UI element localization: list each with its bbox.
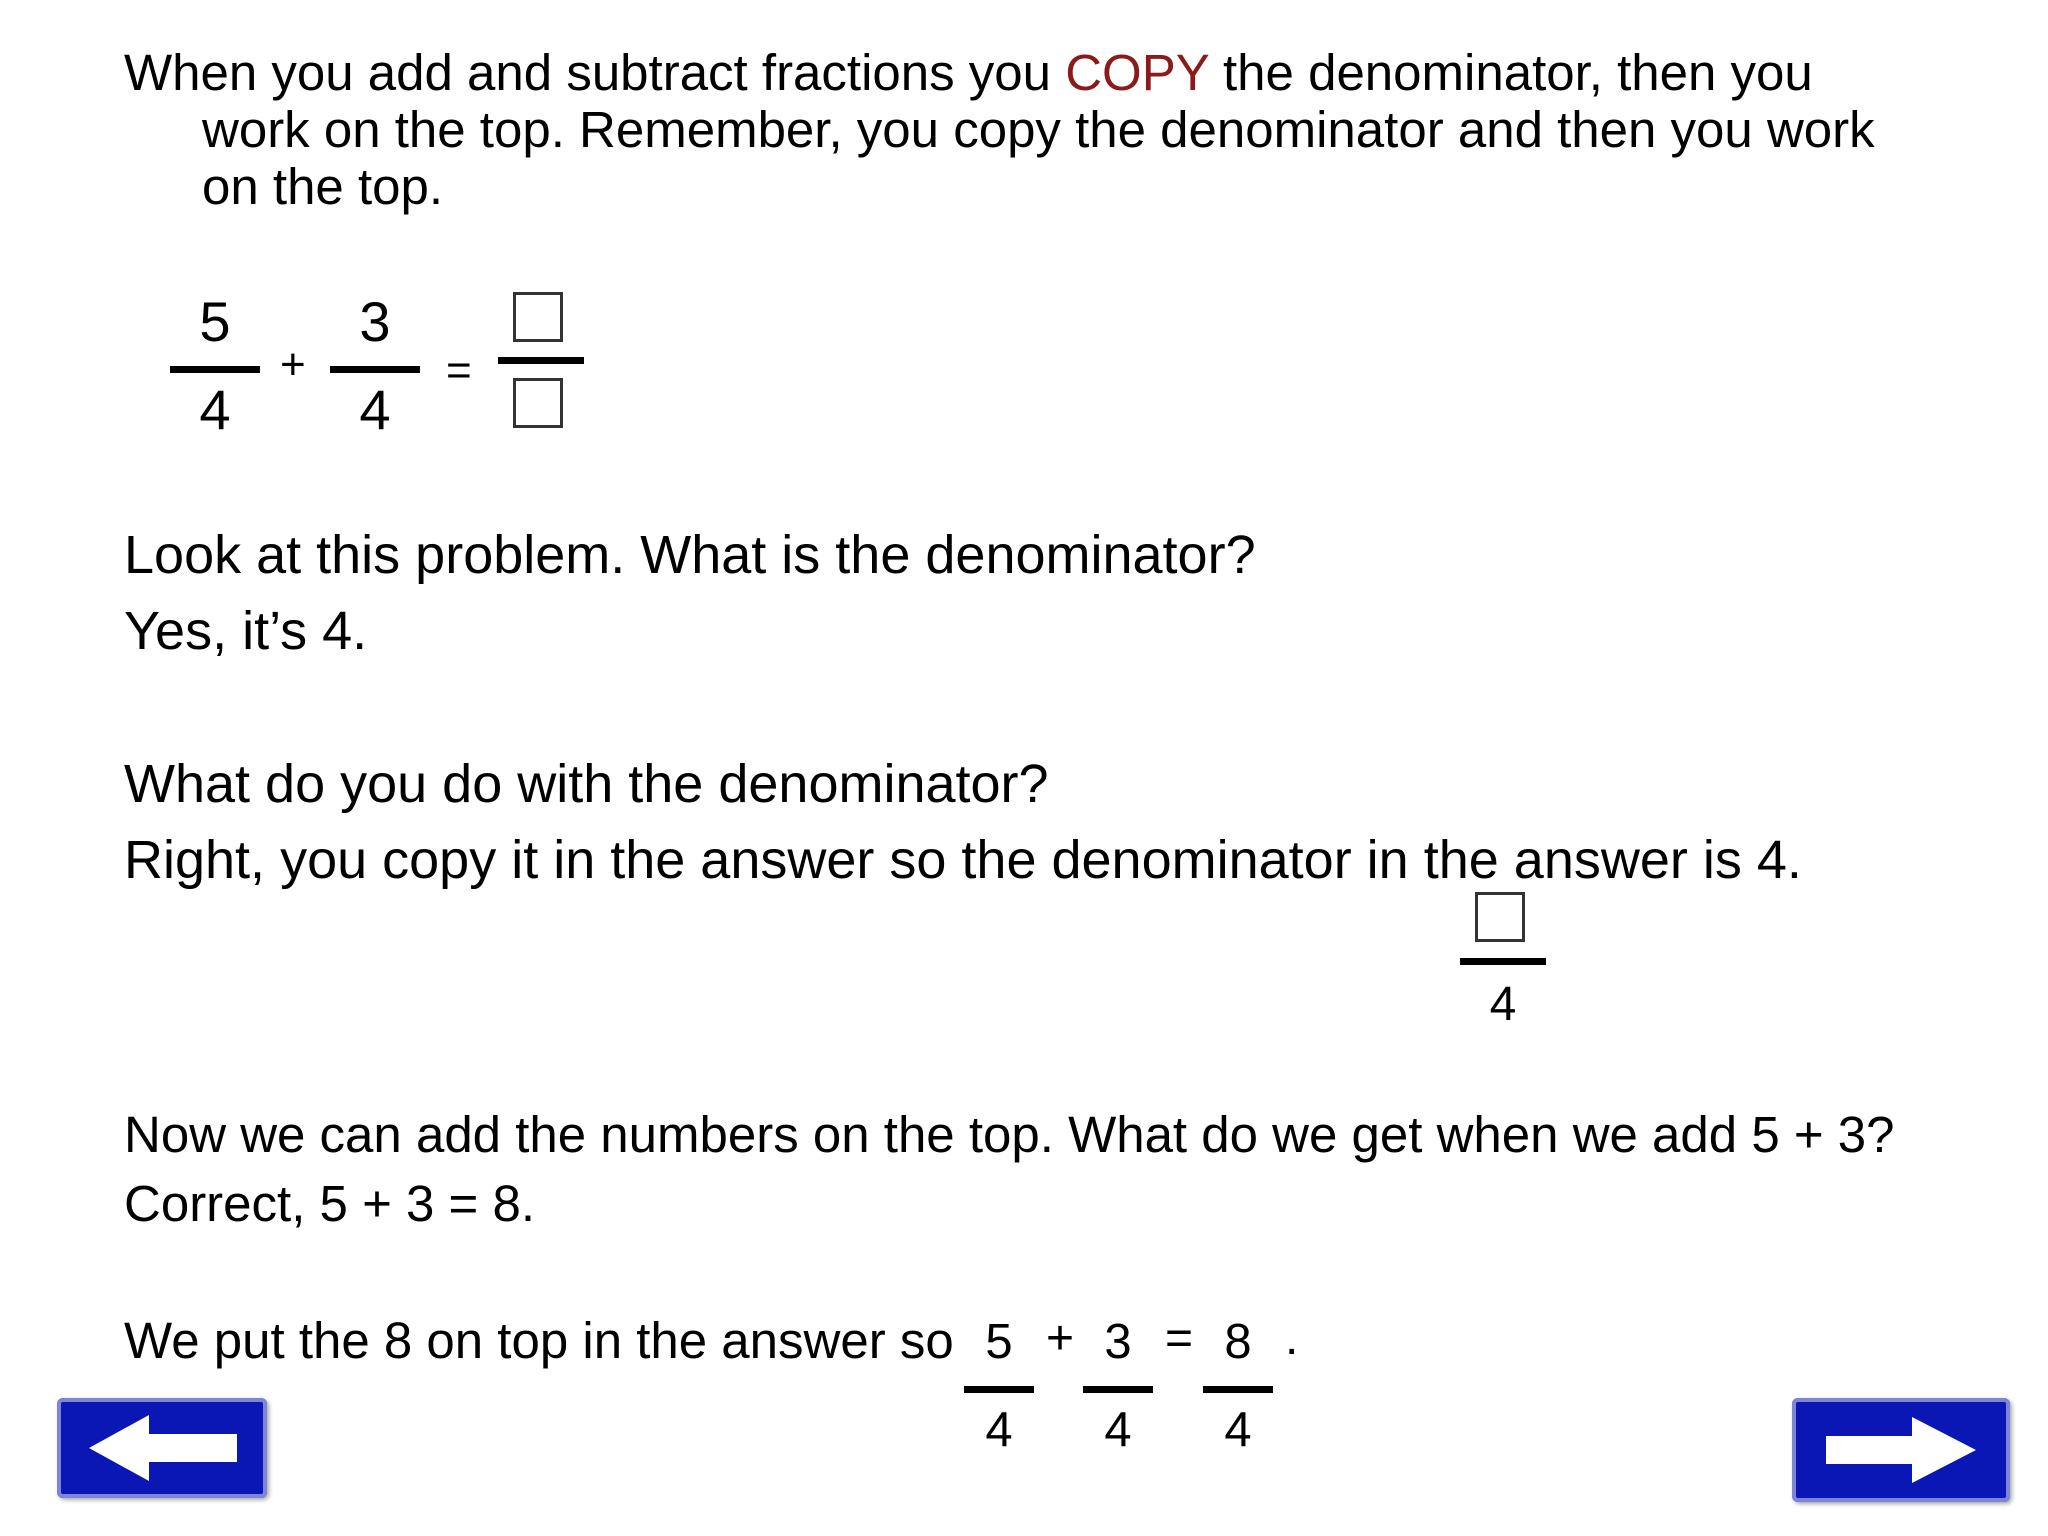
denominator: 4 [1224,1403,1252,1457]
numerator: 3 [1104,1315,1132,1369]
final-sentence: We put the 8 on top in the answer so [124,1312,954,1369]
empty-numerator-box [1475,892,1525,942]
fraction-bar [1203,1386,1273,1393]
answer-numerator-box [513,292,563,342]
left-arrow-icon [57,1398,267,1498]
answer-copy-denominator: Right, you copy it in the answer so the denominator in the answer is 4. [124,830,1802,890]
fraction-bar [1083,1386,1153,1393]
question-copy-denominator: What do you do with the denominator? [124,754,1049,814]
fraction-bar [1460,958,1546,965]
answer-add-tops: Correct, 5 + 3 = 8. [124,1175,536,1232]
intro-emphasis: COPY [1065,44,1209,101]
back-button[interactable] [57,1398,267,1498]
denominator: 4 [359,378,391,441]
copied-denominator: 4 [1489,978,1517,1031]
numerator: 3 [359,290,391,353]
intro-paragraph [124,44,1924,215]
fraction-bar [964,1386,1034,1393]
numerator: 8 [1224,1315,1252,1369]
period: . [1285,1312,1299,1365]
answer-denominator: Yes, it’s 4. [124,601,368,661]
fraction-bar [170,366,260,373]
fraction-bar [330,366,420,373]
question-add-tops: Now we can add the numbers on the top. What do we get when we add 5 + 3? [124,1106,1895,1163]
numerator: 5 [199,290,231,353]
right-arrow-icon [1792,1398,2010,1502]
intro-text-before: When you add and subtract fractions you [124,44,1066,101]
denominator: 4 [985,1403,1013,1457]
plus-sign: + [1046,1312,1075,1365]
fraction-bar [498,357,584,364]
equals-sign: = [1165,1312,1194,1365]
numerator: 5 [985,1315,1013,1369]
next-button[interactable] [1792,1398,2010,1502]
equals-sign: = [446,346,472,395]
plus-sign: + [280,340,306,389]
denominator: 4 [199,378,231,441]
intro-text-after: the denominator, then you work on the top. Remember, you copy the denominator and then you work on the top. [202,44,1875,215]
answer-denominator-box [513,378,563,428]
denominator: 4 [1104,1403,1132,1457]
question-denominator: Look at this problem. What is the denominator? [124,525,1256,585]
